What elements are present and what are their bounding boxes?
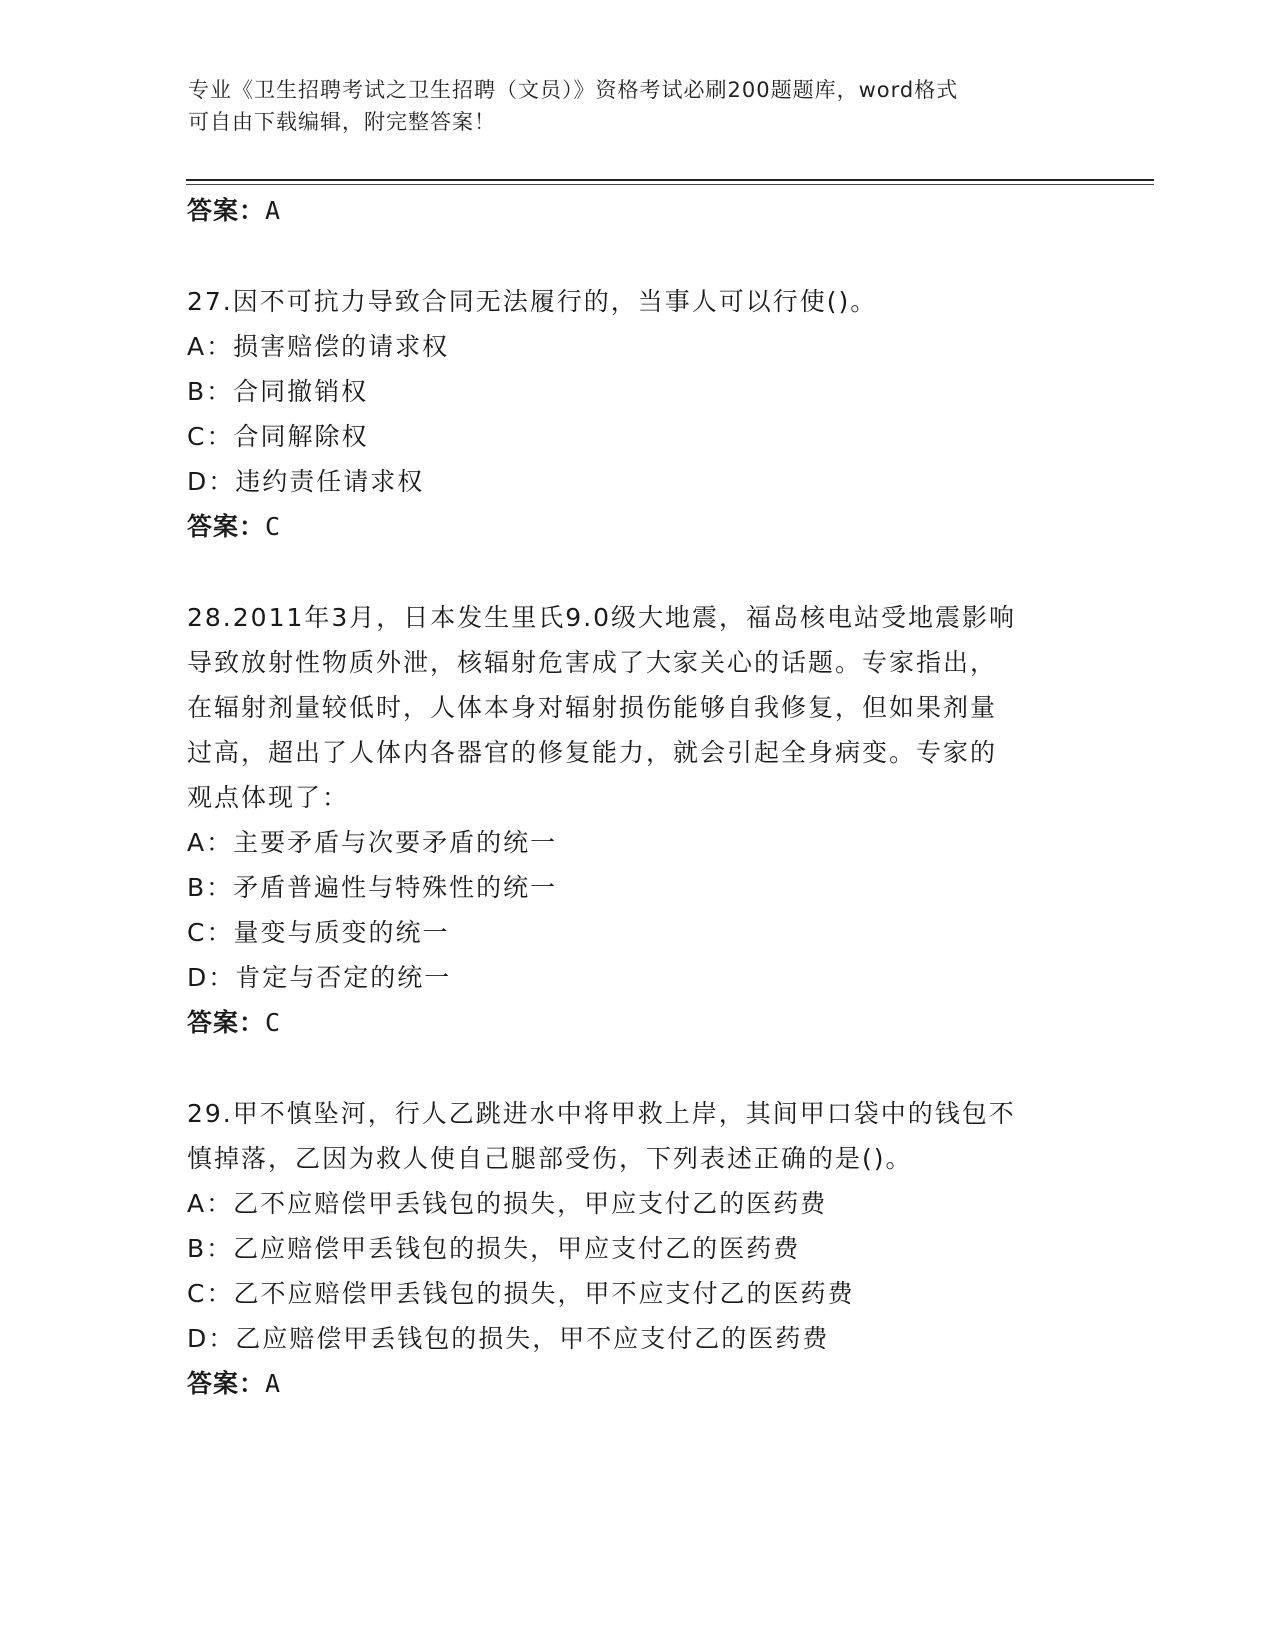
document-body <box>187 188 1087 1406</box>
option-b: B：乙应赔偿甲丢钱包的损失，甲应支付乙的医药费 <box>187 1234 801 1263</box>
header-line-2: 可自由下载编辑，附完整答案！ <box>188 110 496 134</box>
header-divider-thin <box>186 184 1154 185</box>
question-stem <box>187 1091 1087 1181</box>
option-a: A：乙不应赔偿甲丢钱包的损失，甲应支付乙的医药费 <box>187 1189 828 1218</box>
answer-label: 答案： <box>187 512 266 541</box>
stem-line: 导致放射性物质外泄，核辐射危害成了大家关心的话题。专家指出， <box>187 648 998 677</box>
option-b: B：合同撤销权 <box>187 377 369 406</box>
answer-value: C <box>265 1008 282 1037</box>
question-stem <box>187 595 1087 820</box>
answer-value: A <box>265 196 282 225</box>
answer-line <box>187 504 1087 549</box>
stem-line: 29.甲不慎坠河，行人乙跳进水中将甲救上岸，其间甲口袋中的钱包不 <box>187 1099 1016 1128</box>
document-header <box>188 74 1068 138</box>
option-d: D：肯定与否定的统一 <box>187 963 452 992</box>
option-c: C：合同解除权 <box>187 422 369 451</box>
stem-line: 28.2011年3月，日本发生里氏9.0级大地震，福岛核电站受地震影响 <box>187 603 1017 632</box>
stem-line: 在辐射剂量较低时，人体本身对辐射损伤能够自我修复，但如果剂量 <box>187 693 998 722</box>
stem-line: 过高，超出了人体内各器官的修复能力，就会引起全身病变。专家的 <box>187 738 998 767</box>
answer-label: 答案： <box>187 1369 266 1398</box>
answer-value: C <box>265 512 282 541</box>
stem-line: 27.因不可抗力导致合同无法履行的，当事人可以行使()。 <box>187 287 878 316</box>
answer-value: A <box>265 1369 282 1398</box>
question-stem <box>187 279 1087 324</box>
header-line-1: 专业《卫生招聘考试之卫生招聘（文员）》资格考试必刷200题题库，word格式 <box>188 78 959 102</box>
option-c: C：乙不应赔偿甲丢钱包的损失，甲不应支付乙的医药费 <box>187 1279 855 1308</box>
question-block-28 <box>187 595 1087 1045</box>
header-divider-thick <box>186 179 1154 181</box>
option-a: A：主要矛盾与次要矛盾的统一 <box>187 828 558 857</box>
option-c: C：量变与质变的统一 <box>187 918 450 947</box>
option-d: D：乙应赔偿甲丢钱包的损失，甲不应支付乙的医药费 <box>187 1324 830 1353</box>
answer-label: 答案： <box>187 196 266 225</box>
answer-line <box>187 1000 1087 1045</box>
stem-line: 慎掉落，乙因为救人使自己腿部受伤，下列表述正确的是()。 <box>187 1144 913 1173</box>
option-d: D：违约责任请求权 <box>187 467 425 496</box>
answer-line <box>187 188 1087 233</box>
question-block-27 <box>187 279 1087 549</box>
answer-label: 答案： <box>187 1008 266 1037</box>
question-block-29 <box>187 1091 1087 1406</box>
stem-line: 观点体现了： <box>187 783 350 812</box>
option-a: A：损害赔偿的请求权 <box>187 332 450 361</box>
option-b: B：矛盾普遍性与特殊性的统一 <box>187 873 558 902</box>
answer-line <box>187 1361 1087 1406</box>
